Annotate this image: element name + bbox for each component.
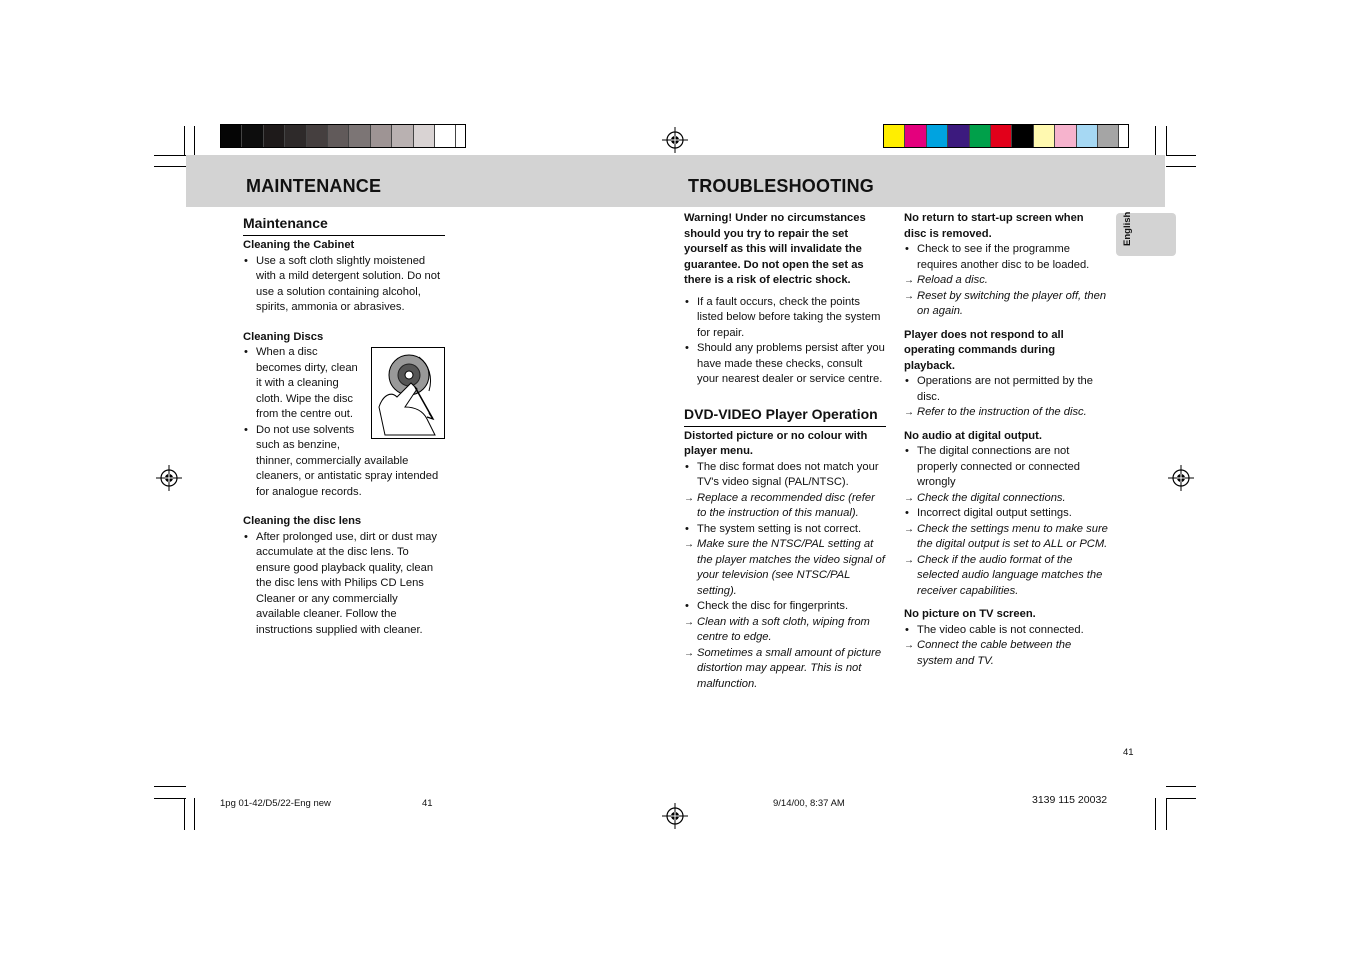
troubleshooting-title: TROUBLESHOOTING [688, 176, 874, 196]
list-item: → Replace a recommended disc (refer to the instruction of this manual). [684, 491, 886, 522]
color-swatch [927, 125, 948, 147]
no-picture-title: No picture on TV screen. [904, 608, 1036, 620]
footer-file-name: 1pg 01-42/D5/22-Eng new [220, 798, 331, 809]
crop-mark [1166, 166, 1196, 167]
no-return-title: No return to start-up screen when disc is removed. [904, 212, 1084, 240]
crop-mark [1166, 798, 1167, 830]
troubleshooting-column-1 [684, 211, 886, 692]
color-swatch [1098, 125, 1119, 147]
list-item: • The digital connections are not properly connected or connected wrongly [904, 444, 1108, 491]
list-item: → Refer to the instruction of the disc. [904, 405, 1108, 421]
list-item: → Check the settings menu to make sure the digital output is set to ALL or PCM. [904, 522, 1108, 553]
crop-mark [1155, 126, 1156, 156]
list-item: → Check if the audio format of the selected audio language matches the receiver capabilities. [904, 553, 1108, 600]
crop-mark [194, 126, 195, 156]
list-item: • Should any problems persist after you have made these checks, consult your nearest dealer or service centre. [684, 341, 886, 388]
registration-mark-icon [662, 803, 688, 829]
color-swatch [991, 125, 1012, 147]
list-item: • Check to see if the programme requires another disc to be loaded. [904, 242, 1108, 273]
crop-mark [184, 126, 185, 156]
list-item-continuation: thinner, commercially available cleaners, or antistatic spray intended for analogue records. [256, 454, 439, 498]
crop-mark [1166, 798, 1196, 799]
list-item: • The disc format does not match your TV's video signal (PAL/NTSC). [684, 460, 886, 491]
footer-datetime: 9/14/00, 8:37 AM [773, 798, 845, 809]
color-swatch [371, 125, 392, 147]
color-swatch [1077, 125, 1098, 147]
list-item: • The video cable is not connected. [904, 623, 1108, 639]
list-item: • After prolonged use, dirt or dust may accumulate at the disc lens. To ensure good playback quality, clean the disc lens with Philips CD Lens Cleaner or any commercially available cleaner. Follow the instructions supplied with cleaner. [243, 530, 445, 639]
color-swatch [1055, 125, 1076, 147]
language-tab [1116, 213, 1176, 256]
color-swatch [905, 125, 926, 147]
crop-mark [154, 798, 186, 799]
list-item: • If a fault occurs, check the points listed below before taking the system for repair. [684, 295, 886, 342]
list-item: • Do not use solvents such as benzine, [243, 423, 361, 454]
registration-mark-icon [1168, 465, 1194, 491]
list-item: → Clean with a soft cloth, wiping from centre to edge. [684, 615, 886, 646]
no-audio-title: No audio at digital output. [904, 429, 1042, 442]
crop-mark [154, 155, 186, 156]
warning-text: Warning! Under no circumstances should you try to repair the set yourself as this will invalidate the guarantee. Do not open the set as there is a risk of electric shock. [684, 212, 866, 286]
crop-mark [1166, 126, 1167, 156]
crop-mark [1155, 798, 1156, 830]
list-item: → Reset by switching the player off, then on again. [904, 289, 1108, 320]
process-color-bar [883, 124, 1129, 148]
crop-mark [154, 166, 186, 167]
footer-page: 41 [422, 798, 433, 809]
color-swatch [884, 125, 905, 147]
color-swatch [414, 125, 435, 147]
list-item: → Reload a disc. [904, 273, 1108, 289]
cleaning-lens-title: Cleaning the disc lens [243, 515, 362, 527]
list-item: → Connect the cable between the system and TV. [904, 638, 1108, 669]
list-item: • When a disc becomes dirty, clean it with a cleaning cloth. Wipe the disc from the centre out. [243, 345, 361, 423]
maintenance-title: MAINTENANCE [246, 176, 382, 196]
crop-mark [1166, 786, 1196, 787]
language-tab-label: English [1122, 211, 1133, 246]
color-swatch [307, 125, 328, 147]
color-swatch [948, 125, 969, 147]
crop-mark [154, 786, 186, 787]
list-item: • The system setting is not correct. [684, 522, 886, 538]
registration-mark-icon [662, 127, 688, 153]
crop-mark [194, 798, 195, 830]
list-item: • Check the disc for fingerprints. [684, 599, 886, 615]
color-swatch [970, 125, 991, 147]
registration-mark-icon [156, 465, 182, 491]
no-respond-title: Player does not respond to all operating commands during playback. [904, 328, 1064, 372]
cleaning-cabinet-title: Cleaning the Cabinet [243, 239, 355, 251]
color-swatch [1034, 125, 1055, 147]
color-swatch [328, 125, 349, 147]
color-swatch [1012, 125, 1033, 147]
color-swatch [264, 125, 285, 147]
maintenance-heading: Maintenance [243, 213, 445, 236]
page-number: 41 [1123, 747, 1134, 758]
troubleshooting-column-2 [904, 211, 1108, 669]
list-item: → Make sure the NTSC/PAL setting at the player matches the video signal of your television (see NTSC/PAL setting). [684, 537, 886, 599]
color-swatch [221, 125, 242, 147]
cleaning-discs-title: Cleaning Discs [243, 330, 324, 343]
list-item: → Sometimes a small amount of picture distortion may appear. This is not malfunction. [684, 646, 886, 693]
color-swatch [435, 125, 456, 147]
footer-code: 3139 115 20032 [1032, 794, 1108, 806]
dvd-video-heading: DVD-VIDEO Player Operation [684, 404, 886, 427]
color-swatch [285, 125, 306, 147]
list-item: • Use a soft cloth slightly moistened with a mild detergent solution. Do not use a solution containing alcohol, spirits, ammonia or abrasives. [243, 254, 445, 316]
maintenance-column [243, 213, 445, 638]
color-swatch [242, 125, 263, 147]
list-item: → Check the digital connections. [904, 491, 1108, 507]
list-item: • Incorrect digital output settings. [904, 506, 1108, 522]
list-item: • Operations are not permitted by the disc. [904, 374, 1108, 405]
crop-mark [184, 798, 185, 830]
disc-cleaning-illustration [371, 347, 445, 439]
color-swatch [349, 125, 370, 147]
grayscale-color-bar [220, 124, 466, 148]
color-swatch [392, 125, 413, 147]
distorted-picture-title: Distorted picture or no colour with player menu. [684, 429, 868, 457]
crop-mark [1166, 155, 1196, 156]
